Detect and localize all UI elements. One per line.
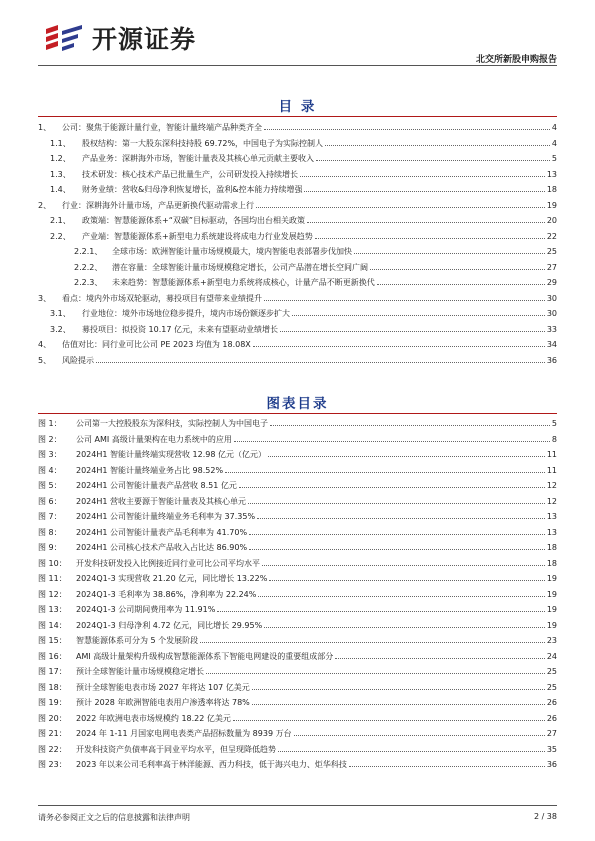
figure-entry[interactable] [38,463,557,479]
toc-entry-page: 22 [546,231,557,241]
toc-leader-dots [96,362,545,363]
figure-entry[interactable] [38,525,557,541]
toc-entry-number: 2.2.2、 [74,262,103,272]
figures-list [38,416,557,773]
figure-leader-dots [349,766,545,767]
toc-entry-page: 4 [551,138,557,148]
toc-leader-dots [377,284,545,285]
figure-entry-title: 2024Q1-3 毛利率为 38.86%，净利率为 22.24% [76,589,257,599]
toc-title: 目 录 [278,99,317,115]
toc-leader-dots [280,331,545,332]
figure-entry[interactable] [38,571,557,587]
figure-entry-page: 19 [546,589,557,599]
logo-mark-icon [42,23,86,53]
figure-entry-page: 35 [546,744,557,754]
figure-entry[interactable] [38,633,557,649]
figure-entry-page: 36 [546,760,557,769]
toc-entry[interactable] [38,291,557,307]
figure-entry-number: 图 8： [38,527,62,537]
figure-entry-title: 公司第一大控股股东为深科技，实际控制人为中国电子 [76,419,268,428]
figure-leader-dots [217,611,545,612]
figure-leader-dots [239,487,545,488]
toc-entry-title: 未来趋势：智慧能源体系+新型电力系统将成核心，计量产品不断更新换代 [112,278,375,287]
figure-entry-number: 图 23： [38,760,67,769]
figure-entry[interactable] [38,416,557,432]
figure-entry[interactable] [38,494,557,510]
page-indicator: 2 / 38 [533,812,557,821]
figure-leader-dots [278,751,545,752]
toc-entry-title: 产品业务：深耕海外市场，智能计量表及其核心单元贡献主要收入 [82,154,314,163]
figure-entry[interactable] [38,649,557,665]
figure-entry-page: 19 [546,605,557,614]
toc-entry-title: 潜在容量：全球智能计量市场规模稳定增长，公司产品潜在增长空间广阔 [112,262,368,272]
figure-entry[interactable] [38,742,557,758]
figure-entry-number: 图 20： [38,713,67,723]
toc-entry[interactable] [38,306,557,322]
figure-leader-dots [252,689,545,690]
toc-entry[interactable] [38,151,557,167]
figure-entry-number: 图 17： [38,667,67,676]
toc-leader-dots [316,160,550,161]
figure-entry-number: 图 12： [38,589,67,599]
figure-entry-number: 图 19： [38,698,67,707]
figure-leader-dots [258,596,544,597]
figure-leader-dots [248,503,545,504]
toc-list [38,120,557,368]
figure-entry-title: 公司 AMI 高级计量架构在电力系统中的应用 [76,434,232,444]
toc-entry-title: 财务业绩：营收&归母净利恢复增长，盈利&控本能力持续增强 [82,185,303,194]
toc-entry[interactable] [38,229,557,245]
toc-entry-page: 4 [551,123,557,132]
figure-leader-dots [264,627,545,628]
toc-entry-page: 36 [546,355,557,365]
figures-title-rule [38,413,557,414]
toc-entry-number: 2.2、 [50,231,71,241]
toc-entry[interactable] [38,136,557,152]
figure-entry-page: 26 [546,698,557,707]
figure-entry-page: 11 [546,465,557,475]
figure-entry[interactable] [38,664,557,680]
figures-title: 图表目录 [266,396,329,412]
figure-leader-dots [268,456,545,457]
figure-entry-page: 19 [546,574,557,583]
footer-disclaimer: 请务必参阅正文之后的信息披露和法律声明 [38,813,190,822]
figure-entry-number: 图 4： [38,465,62,475]
figure-entry[interactable] [38,478,557,494]
figure-entry-title: 2024H1 公司核心技术产品收入占比达 86.90% [76,543,248,552]
toc-entry-number: 2.2.1、 [74,247,103,256]
figure-leader-dots [233,720,545,721]
figure-entry-page: 23 [546,636,557,645]
toc-entry-title: 行业地位：境外市场地位稳步提升，境内市场份额逐步扩大 [82,309,290,318]
figure-entry-title: 智慧能源体系可分为 5 个发展阶段 [76,636,199,645]
toc-entry-page: 34 [546,340,557,349]
toc-entry[interactable] [38,167,557,183]
figure-entry[interactable] [38,680,557,696]
toc-leader-dots [370,269,545,270]
toc-entry-number: 4、 [38,340,52,349]
toc-entry-number: 1、 [38,123,52,132]
figure-entry[interactable] [38,602,557,618]
figure-entry-title: 预计 2028 年欧洲智能电表用户渗透率将达 78% [76,698,250,707]
figure-leader-dots [234,441,550,442]
figure-entry-page: 12 [546,481,557,490]
figure-entry-number: 图 18： [38,682,67,692]
toc-entry-page: 30 [546,309,557,318]
figure-entry[interactable] [38,726,557,742]
figure-entry[interactable] [38,432,557,448]
toc-entry[interactable] [38,182,557,198]
figure-entry-title: 2024H1 公司智能计量表产品毛利率为 41.70% [76,527,248,537]
toc-entry[interactable] [38,244,557,260]
figure-entry-number: 图 2： [38,434,62,444]
figure-leader-dots [206,673,545,674]
toc-entry-number: 1.3、 [50,169,71,179]
figure-entry[interactable] [38,695,557,711]
figure-entry-page: 27 [546,729,557,738]
figure-entry-title: 2024Q1-3 实现营收 21.20 亿元，同比增长 13.22% [76,574,268,583]
toc-entry-page: 5 [551,154,557,163]
figure-entry-number: 图 7： [38,512,62,521]
toc-entry-title: 全球市场：欧洲智能计量市场规模最大，境内智能电表部署步伐加快 [112,247,352,256]
toc-entry-number: 1.2、 [50,154,71,163]
toc-entry-title: 估值对比：同行业可比公司 PE 2023 均值为 18.08X [62,340,251,349]
figure-entry-number: 图 16： [38,651,67,661]
figure-entry-title: 2024Q1-3 归母净利 4.72 亿元，同比增长 29.95% [76,620,263,630]
toc-leader-dots [292,315,545,316]
report-type: 北交所新股申购报告 [475,55,557,65]
toc-entry-number: 3.2、 [50,324,71,334]
toc-entry-number: 5、 [38,355,52,365]
toc-leader-dots [256,207,545,208]
figure-entry[interactable] [38,540,557,556]
figure-entry-page: 12 [546,496,557,506]
toc-entry[interactable] [38,275,557,291]
figure-entry-number: 图 6： [38,496,62,506]
figure-entry[interactable] [38,447,557,463]
figure-entry-title: 2024Q1-3 公司期间费用率为 11.91% [76,605,216,614]
toc-leader-dots [264,300,545,301]
toc-leader-dots [354,253,545,254]
figure-entry[interactable] [38,711,557,727]
toc-entry-title: 政策端：智慧能源体系+“双碳”目标驱动，各国均出台相关政策 [82,216,305,225]
toc-entry-number: 2.1、 [50,216,71,225]
figure-entry-title: 2024 年 1-11 月国家电网电表类产品招标数量为 8939 万台 [76,729,292,738]
figure-entry-page: 24 [546,651,557,661]
figure-entry-page: 11 [546,450,557,459]
figure-leader-dots [249,549,545,550]
figure-entry-number: 图 3： [38,450,62,459]
header-divider [38,65,557,66]
toc-title-rule [38,116,557,117]
toc-entry-title: 募投项目：拟投资 10.17 亿元，未来有望驱动业绩增长 [82,324,278,334]
figure-entry[interactable] [38,587,557,603]
figure-entry-number: 图 11： [38,574,67,583]
figure-entry-page: 26 [546,713,557,723]
logo-text: 开源证券 [92,25,197,54]
toc-leader-dots [325,145,550,146]
toc-entry[interactable] [38,353,557,369]
toc-entry-number: 1.4、 [50,185,71,194]
figure-entry-title: 开发科技研发投入比例接近同行业可比公司平均水平 [76,558,260,568]
figure-leader-dots [252,704,545,705]
figure-leader-dots [335,658,545,659]
toc-entry-page: 25 [546,247,557,256]
figure-leader-dots [269,580,545,581]
figure-leader-dots [270,425,550,426]
toc-entry-page: 29 [546,278,557,287]
toc-leader-dots [300,176,545,177]
figure-entry-title: 2023 年以来公司毛利率高于林洋能源、西力科技，低于海兴电力、炬华科技 [76,760,347,769]
figure-entry-number: 图 10： [38,558,67,568]
toc-leader-dots [307,222,545,223]
toc-entry[interactable] [38,337,557,353]
toc-entry-title: 公司：聚焦于能源计量行业，智能计量终端产品种类齐全 [62,123,262,132]
figure-leader-dots [225,472,545,473]
figure-entry-page: 18 [546,558,557,568]
toc-entry-page: 18 [546,185,557,194]
toc-leader-dots [304,191,544,192]
figure-entry-title: 2024H1 营收主要源于智能计量表及其核心单元 [76,496,247,506]
figure-entry[interactable] [38,618,557,634]
figure-entry-title: 2024H1 智能计量终端业务占比 98.52% [76,465,224,475]
toc-entry-page: 19 [546,200,557,210]
figure-entry-number: 图 5： [38,481,62,490]
toc-entry-title: 风险提示 [62,355,94,365]
toc-entry-title: 技术研发：核心技术产品已批量生产，公司研发投入持续增长 [82,169,298,179]
figure-entry-number: 图 14： [38,620,67,630]
toc-leader-dots [253,346,545,347]
toc-leader-dots [315,238,545,239]
figure-entry-page: 25 [546,667,557,676]
toc-entry[interactable] [38,260,557,276]
figure-entry-page: 13 [546,512,557,521]
toc-entry-number: 2、 [38,200,52,210]
figure-entry-page: 18 [546,543,557,552]
toc-entry-page: 27 [546,262,557,272]
figure-leader-dots [294,735,545,736]
figure-entry-title: 预计全球智能计量市场规模稳定增长 [76,667,204,676]
toc-entry-title: 产业端：智慧能源体系+新型电力系统建设将成电力行业发展趋势 [82,231,313,241]
toc-entry-number: 1.1、 [50,138,71,148]
figure-leader-dots [249,534,545,535]
toc-entry[interactable] [38,213,557,229]
toc-entry-number: 2.2.3、 [74,278,103,287]
figure-entry-title: AMI 高级计量架构升级构成智慧能源体系下智能电网建设的重要组成部分 [76,651,334,661]
toc-entry-page: 30 [546,293,557,303]
figure-entry-page: 5 [551,419,557,428]
toc-entry-title: 行业：深耕海外计量市场，产品更新换代驱动需求上行 [62,200,254,210]
figure-entry-title: 预计全球智能电表市场 2027 年将达 107 亿美元 [76,682,250,692]
figure-entry-number: 图 13： [38,605,67,614]
figure-leader-dots [262,565,545,566]
figure-entry-number: 图 21： [38,729,67,738]
toc-entry-number: 3.1、 [50,309,71,318]
figure-entry-title: 2024H1 智能计量终端实现营收 12.98 亿元（亿元） [76,450,266,459]
company-logo [42,20,196,56]
figure-entry-number: 图 22： [38,744,67,754]
figure-entry-page: 13 [546,527,557,537]
figure-entry-title: 2024H1 公司智能计量终端业务毛利率为 37.35% [76,512,256,521]
toc-entry-title: 股权结构：第一大股东深科技持股 69.72%，中国电子为实际控制人 [82,138,324,148]
toc-entry[interactable] [38,322,557,338]
figure-entry-number: 图 1： [38,419,62,428]
toc-entry-page: 13 [546,169,557,179]
toc-entry-page: 33 [546,324,557,334]
footer-divider [38,805,557,806]
figure-entry[interactable] [38,509,557,525]
toc-entry-number: 3、 [38,293,52,303]
toc-leader-dots [264,129,550,130]
figure-entry[interactable] [38,757,557,773]
figure-leader-dots [200,642,545,643]
figure-entry-page: 8 [551,434,557,444]
toc-entry[interactable] [38,120,557,136]
figure-entry-title: 2022 年欧洲电表市场规模约 18.22 亿美元 [76,713,231,723]
figure-entry-title: 开发科技资产负债率高于同业平均水平，但呈现降低趋势 [76,744,276,754]
figure-entry-page: 25 [546,682,557,692]
figure-leader-dots [257,518,545,519]
figure-entry-number: 图 15： [38,636,67,645]
figure-entry-title: 2024H1 公司智能计量表产品营收 8.51 亿元 [76,481,237,490]
toc-entry-title: 看点：境内外市场双轮驱动，募投项目有望带来业绩提升 [62,293,262,303]
figure-entry-page: 19 [546,620,557,630]
toc-entry[interactable] [38,198,557,214]
toc-entry-page: 20 [546,216,557,225]
figure-entry[interactable] [38,556,557,572]
figure-entry-number: 图 9： [38,543,62,552]
